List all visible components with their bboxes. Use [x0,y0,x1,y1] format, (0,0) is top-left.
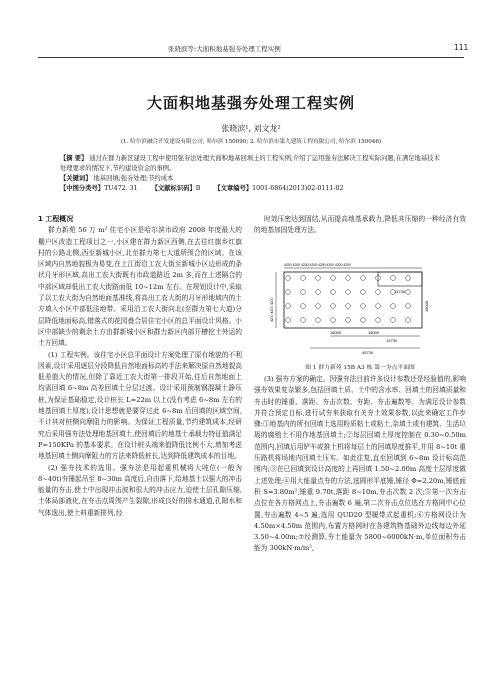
body-paragraph: 时效压密达到固结,从而提高地基承载力,降低其压缩的一种经济有效的地基加固处理方法。 [254,215,466,235]
site-plan-figure [270,262,440,362]
tamping-point [316,318,321,323]
tamping-point [286,276,291,281]
body-paragraph: (2) 强夯技术的选用。强夯法是用起重机械将大吨位(一般为 8~40t)夯锤起吊至 8~30m 高度后,自由落下,给地基土以强大的冲击能量的夯击,使土中出现冲击波和很大的冲击应力,迫使土层孔隙压缩,土体局部液化,在夯击点周围产生裂隙,形成良好的排水通道,孔隙水和气体逸出,使土料重新排列,经 [38,463,242,517]
dimension-label-top: 4200 4200 4200 4200 4200 4200 4200 4200 [284,263,351,267]
tamping-point [406,318,411,323]
tamping-point [286,318,291,323]
abstract-row [60,154,446,174]
header-rule [38,57,464,58]
tamping-point [346,304,351,309]
tamping-point [391,276,396,281]
classification-row [60,184,446,194]
tamping-grid [286,276,411,323]
tamping-point [301,318,306,323]
building-wing [378,272,422,286]
tamping-point [316,290,321,295]
tamping-point [331,290,336,295]
tamping-point [361,290,366,295]
tamping-point [301,304,306,309]
tamping-point [286,304,291,309]
right-column-continued [254,374,466,555]
author-affiliations: (1. 哈尔滨融合开发建设有限公司, 哈尔滨 150090; 2. 哈尔滨市第九建筑工程有限公司, 哈尔滨 150046) [120,139,382,145]
keywords-row [60,174,446,184]
clc-value: TU472. 31 [104,185,138,192]
dimension-label: 15730 [394,289,406,294]
dimension-label: 18000 [424,300,429,312]
dimension-label: 16000 [330,330,342,335]
tamping-point [361,276,366,281]
tamping-point [316,276,321,281]
running-title: 张晓滨等:大面积地基强夯处理工程实例 [168,45,281,53]
article-no-value: 1001-6864(2013)02-0111-02 [252,185,344,192]
article-authors: 张晓滨¹, 刘文龙² [221,124,281,133]
keywords-label: 【关键词】 [60,175,92,182]
section-title: 1 工程概况 [38,215,74,223]
tamping-point [331,304,336,309]
dimension-label: 13730 [386,338,398,343]
article-title: 大面积地基强夯处理工程实例 [146,94,355,112]
dimension-label-left: 4200 4200 4200 [270,297,274,322]
tamping-point [346,290,351,295]
body-paragraph: (3) 强夯方案的确定。因强夯法目前许多设计参数还是经验值的,影响强夯效果复杂繁多,包括回填土质、土中的含水率、回填土的回填质量和夯击时的锤重、落距、夯击次数、夯距、夯击遍数等。为满足设计参数并符合预定目标,进行试夯来获取有关夯土效果参数,以此来确定工作步骤:①地基内的所有回填土选用粉质粘土或粘土,杂填土或有建筑、生活垃圾的腐殖土不用作地基回填土;②每层回填土厚度控制在 0.30~0.50m 范围内,回填后用铲车或推土机将每层土的回填厚度推平,并用 8~10t 重压路机将场地内回填土压实。如此往复,直至回填到 6~8m 设计标高范围内;③在已回填到设计高度的上再回填 1.50~2.00m 高度土层厚度做上述处理;④用大能量点夯的方法,选圆形平底锤,锤径 Φ=2.20m,锤底面积 S=3.80m²,锤重 9.70t,落距 8~10m,夯击次数 2 次;⑤第一次夯击点位在各方格网点上,夯击遍数 6 遍,第二次夯击点位选在方格网中心位置,夯击遍数 4~5 遍,选用 QUD20 型履带式起重机;⑥方格网设计为 4.50m×4.50m 范围内,布置方格网时在各建筑物基础外边线每边外延 3.50~4.00m;⑦经测算,夯土能量为 5800~6000kN·m,单位面积夯击能为 300kN·m/m², [254,375,466,553]
tamping-point [406,304,411,309]
tamping-point [376,290,381,295]
abstract-label: 【摘 要】 [60,155,88,162]
keywords-text: 地基回填;强夯处理;节约成本 [93,175,174,182]
article-no-label: 【文章编号】 [214,185,253,192]
abstract-text: 通过在群力新区建设工程中使用强夯法处理大面积地基回填土的工程实例,介绍了运用强夯法解决工程实际问题,在满足地基技术处理要求的情况下,节约建设资金的事例。 [60,155,440,172]
doc-code-value: B [195,185,201,192]
dimension-label: 45730 [362,350,374,355]
body-paragraph: 群力新苑 56 万 m² 住宅小区是哈尔滨市政府 2008 年度最大的棚户区改造工程项目之一,小区建在群力新区西侧,在去往红旗乡红旗村的公路北侧,西至新城小区,北至群力第七大道所围合的区域。在该区域内自然地貌极为易变,在上江街沿工农大街至新城小区边形成的条状月牙形区域,高出工农大街既有市政道路近 2m 多,而在上述隔合的中部区域却低出工农大街路面低 10~12m 左右。在规划设计中,采取了以工农大街为自然地面基准线,将高出工农大街的月牙形地域内的土方填入小区中部低洼地带。采用沿工农大街向北(至群力第七大道)分层降低地面标高,错落式的花园叠合居住宅小区的总平面设计风格。小区中部缺少的剩余土方由群新城小区和群力新区内部开槽挖土外运的土方回填。 [38,226,242,348]
figure-caption: 图 1 群力新苑 15B A3 栋 第一夯点平面图 [305,365,415,371]
left-column [38,214,242,519]
tamping-point [391,318,396,323]
tamping-point [346,318,351,323]
building-outline [284,272,422,328]
tamping-point [331,276,336,281]
tamping-point [361,304,366,309]
tamping-point [361,318,366,323]
right-column [254,214,466,237]
tamping-point [376,318,381,323]
tamping-point [331,318,336,323]
doc-code-label: 【文献标识码】 [151,185,196,192]
page-number: 111 [454,43,469,52]
abstract-block [60,154,446,194]
tamping-point [391,304,396,309]
tamping-point [346,276,351,281]
clc-label: 【中图分类号】 [60,185,105,192]
tamping-point [286,290,291,295]
tamping-point [301,290,306,295]
tamping-point [301,276,306,281]
body-paragraph: (1) 工程实例。该住宅小区总平面设计方案处理了原有地貌的不利因素,设计采用逐层分段降低自然地面标高的手法来解决原自然地貌高低差值大的情况,但除了靠近工农大街第一排段开始,往后自然地面上均需回填 6~8m 高差回填土分层过渡。设计采用预制钢混凝土静压桩,为保证基础稳定,设计桩长 L=22m 以上(没有考虑 6~8m 左右的地基回填土厚度),设计思想就是要穿过此 6~8m 后回填的区域空间,不计其对桩侧向摩阻力的影响。为保证工程质量,节约建筑成本,经研究后采用强夯法处理地基回填土,使回填后的地基土承载力特征值满足 P=150KPa 的基本要求。在设计桩头端来值降低比例不大,增加考虑地基回填土侧向摩阻力的方法来降低桩长,达到降低建筑成本的目地。 [38,350,242,461]
tamping-point [406,276,411,281]
tamping-point [376,304,381,309]
tamping-point [316,304,321,309]
dimension-label: 16000 [368,330,380,335]
tamping-point [406,290,411,295]
running-header [0,0,502,60]
